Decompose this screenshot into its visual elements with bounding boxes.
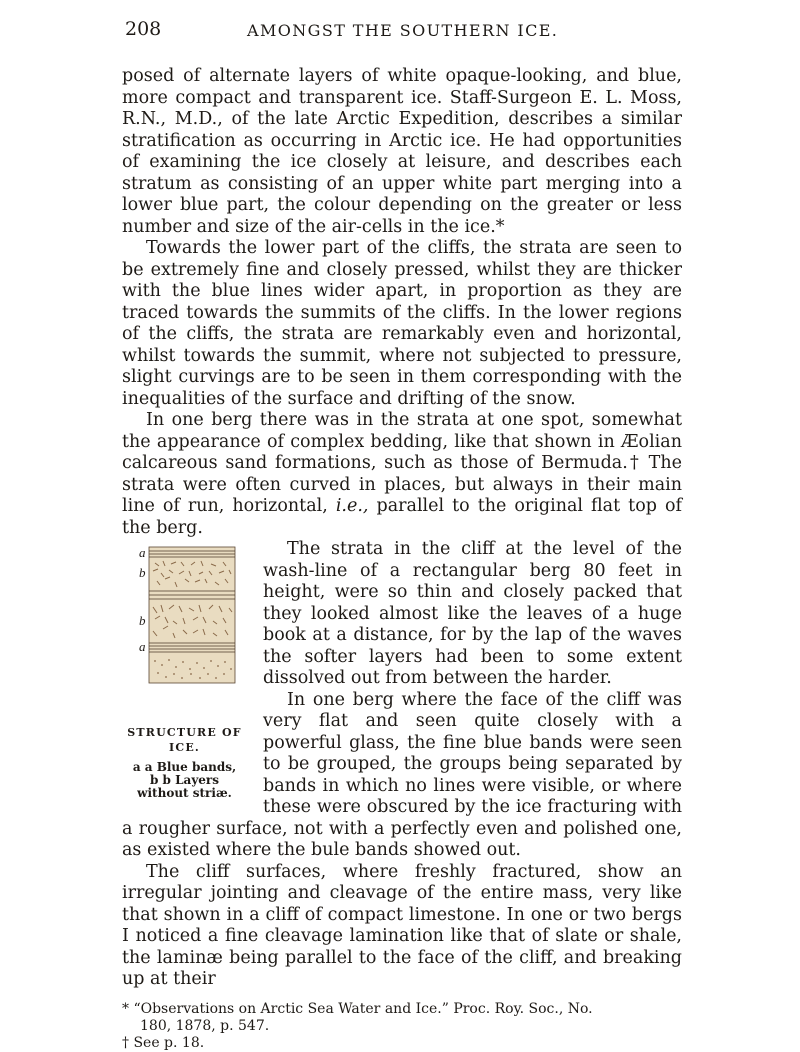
figure-title-line-1: STRUCTURE OF: [127, 726, 242, 739]
book-page: [122, 14, 682, 1052]
paragraph-3: [122, 410, 682, 539]
figure-label-a-bottom: a: [138, 639, 145, 654]
paragraph-5: In one berg where the face of the cliff was very flat and seen quite closely with a powerful glass, the fine blue bands were seen to be grouped, the groups being separated by bands in which no lines were visible, or where these were obscured by the ice fracturing with a rougher surface, not with a perfectly even and polished one, as existed where the bule bands showed out.: [122, 689, 682, 860]
paragraph-4: The strata in the cliff at the level of the wash-line of a rectangular berg 80 feet in height, were so thin and closely packed that they looked almost like the leaves of a huge book at a distance, for by the lap of the waves the softer layers had been to some extent dissolved out from between the harder.: [263, 539, 682, 688]
paragraph-3-text-a: In one berg there was in the strata at one spot, somewhat the appearance of complex bedding, like that shown in Æolian calcareous sand formations, such as those of Bermuda.† The strata were often curved in places, but always in their main line of run, horizontal,: [122, 410, 682, 516]
paragraph-3-text-b: parallel to the original flat top of the berg.: [122, 496, 682, 538]
page-header: [122, 14, 682, 44]
ice-block: [149, 547, 235, 683]
figure-caption-line-1: a a Blue bands,: [132, 760, 237, 774]
figure-title: [118, 725, 251, 755]
footnote-1-line-1: * “Observations on Arctic Sea Water and Ice.” Proc. Roy. Soc., No.: [122, 1000, 593, 1017]
footnote-2: † See p. 18.: [122, 1034, 205, 1051]
figure-title-line-2: ICE.: [169, 741, 200, 754]
figure-label-b-bottom: b: [138, 613, 145, 628]
page-number: 208: [125, 18, 162, 40]
paragraph-1: posed of alternate layers of white opaque-looking, and blue, more compact and transparent ice. Staff-Surgeon E. L. Moss, R.N., M.D., of the late Arctic Expedition, describes a similar stratification as occurring in Arctic ice. He had opportunities of examining the ice closely at leisure, and describes each stratum as consisting of an upper white part merging into a lower blue part, the colour depending on the greater or less number and size of the air-cells in the ice.*: [122, 66, 682, 237]
paragraph-3-italic: i.e.,: [335, 496, 369, 516]
paragraph-6: The cliff surfaces, where freshly fractured, show an irregular jointing and cleavage of the entire mass, very like that shown in a cliff of compact limestone. In one or two bergs I noticed a fine cleavage lamination like that of slate or shale, the laminæ being parallel to the face of the cliff, and breaking up at their: [122, 861, 682, 989]
figure-label-a-top: a: [138, 545, 145, 560]
paragraph-2: Towards the lower part of the cliffs, the strata are seen to be extremely fine and closely pressed, whilst they are thicker with the blue lines wider apart, in proportion as they are traced towards the summits of the cliffs. In the lower regions of the cliffs, the strata are remarkably even and horizontal, whilst towards the summit, where not subjected to pressure, slight curvings are to be seen in them corresponding with the inequalities of the surface and drifting of the snow.: [122, 238, 682, 409]
figure-caption: [118, 761, 251, 800]
figure-caption-line-2: b b Layers: [149, 773, 220, 787]
ice-structure-figure: [118, 545, 251, 800]
footnotes: [122, 1001, 682, 1052]
running-head: AMONGST THE SOUTHERN ICE.: [247, 21, 559, 40]
footnote-1-line-2: 180, 1878, p. 547.: [140, 1017, 270, 1034]
ice-structure-illustration: [131, 545, 239, 687]
figure-label-b-top: b: [138, 565, 145, 580]
figure-caption-line-3: without striæ.: [137, 786, 232, 800]
body-text: [122, 66, 682, 1052]
